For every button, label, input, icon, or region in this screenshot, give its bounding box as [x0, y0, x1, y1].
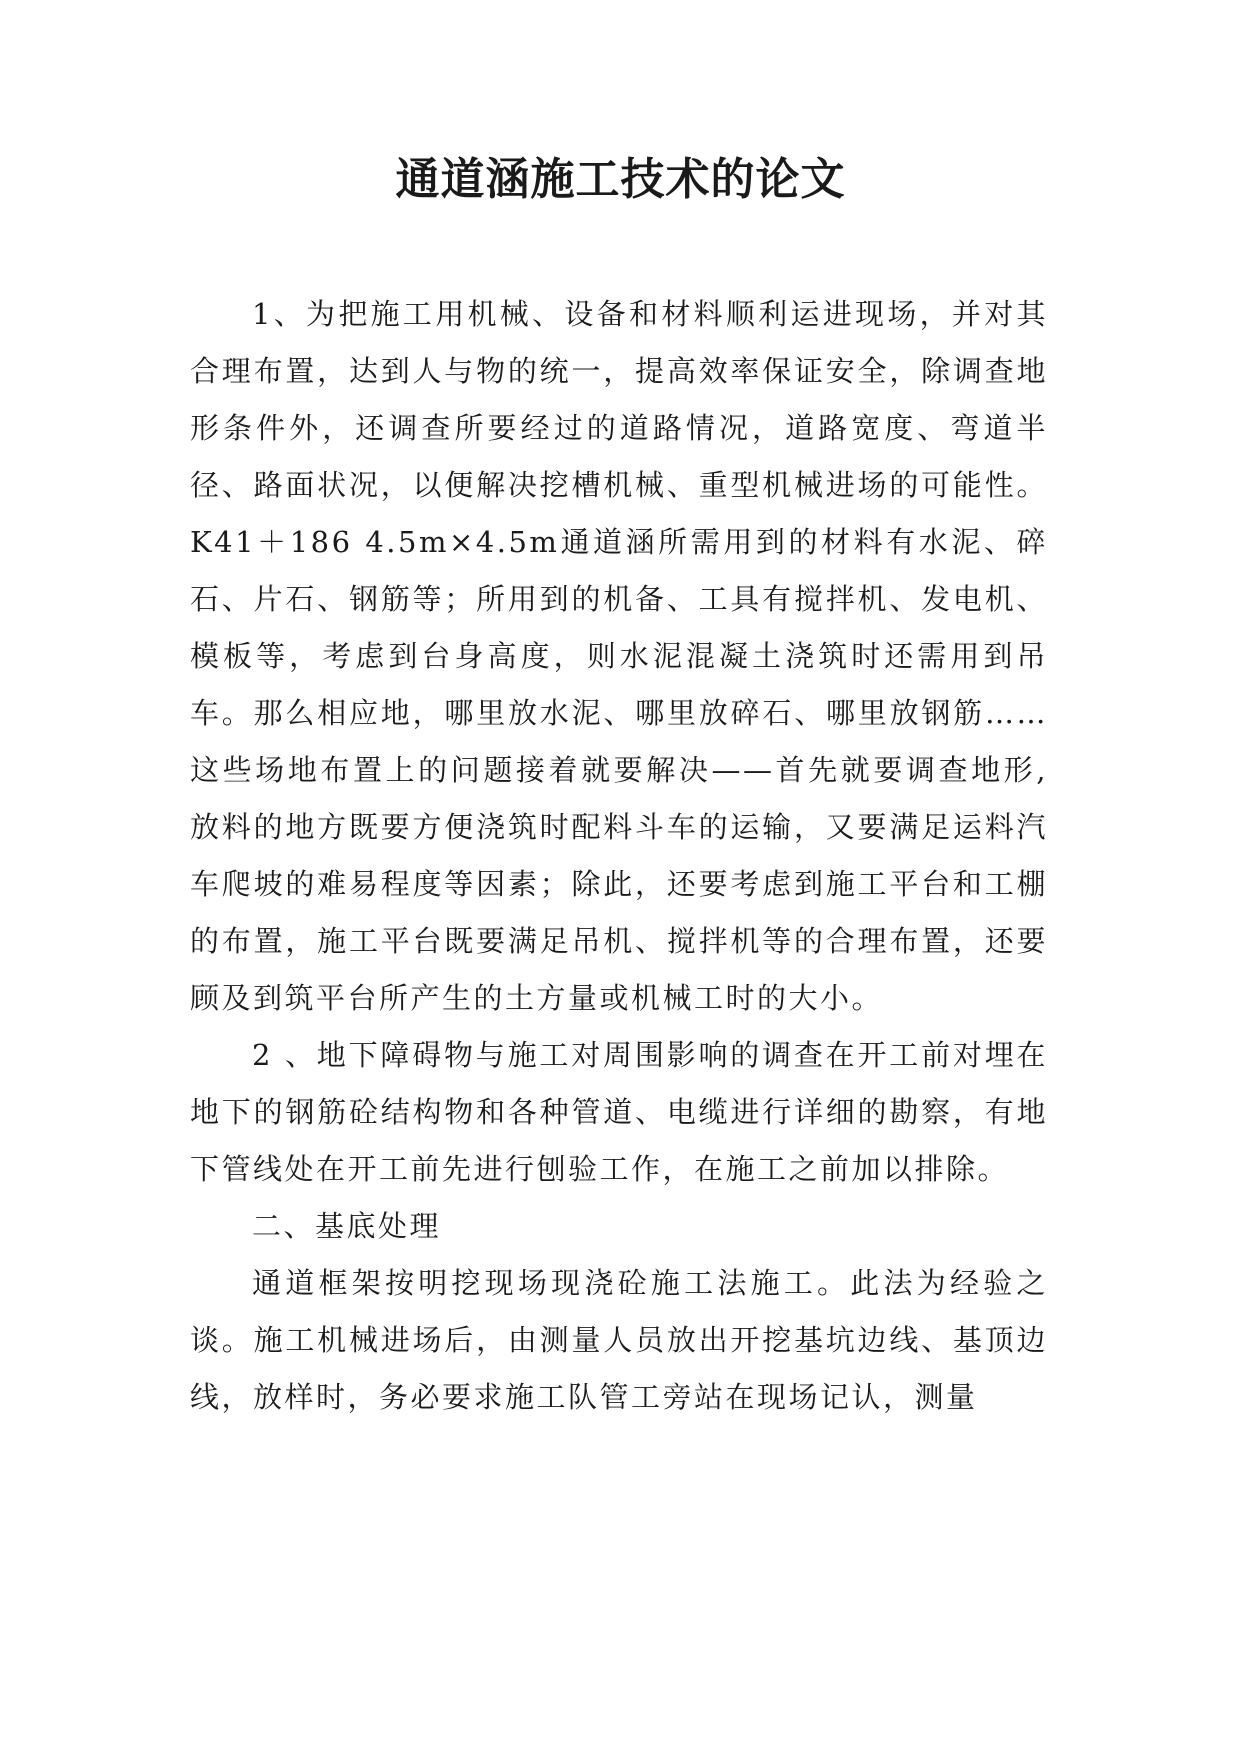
document-title: 通道涵施工技术的论文: [395, 154, 846, 205]
paragraph-foundation-treatment: 通道框架按明挖现场现浇砼施工法施工。此法为经验之谈。施工机械进场后，由测量人员放出开挖基坑边线、基顶边线，放样时，务必要求施工队管工旁站在现场记认，测量: [190, 1266, 1048, 1414]
paragraph-site-investigation: 1、为把施工用机械、设备和材料顺利运进现场，并对其合理布置，达到人与物的统一，提高效率保证安全，除调查地形条件外，还调查所要经过的道路情况，道路宽度、弯道半径、路面状况，以便解决挖槽机械、重型机械进场的可能性。K41＋186 4.5m×4.5m通道涵所需用到的材料有水泥、碎石、片石、钢筋等；所用到的机备、工具有搅拌机、发电机、模板等，考虑到台身高度，则水泥混凝土浇筑时还需用到吊车。那么相应地，哪里放水泥、哪里放碎石、哪里放钢筋……这些场地布置上的问题接着就要解决——首先就要调查地形,放料的地方既要方便浇筑时配料斗车的运输，又要满足运料汽车爬坡的难易程度等因素；除此，还要考虑到施工平台和工棚的布置，施工平台既要满足吊机、搅拌机等的合理布置，还要顾及到筑平台所产生的土方量或机械工时的大小。: [190, 297, 1048, 1015]
paragraph-underground-obstacles: 2 、地下障碍物与施工对周围影响的调查在开工前对埋在地下的钢筋砼结构物和各种管道、电缆进行详细的勘察，有地下管线处在开工前先进行刨验工作，在施工之前加以排除。: [190, 1038, 1048, 1186]
section-heading-foundation: 二、基底处理: [252, 1209, 442, 1243]
document-body: [190, 286, 1048, 1426]
